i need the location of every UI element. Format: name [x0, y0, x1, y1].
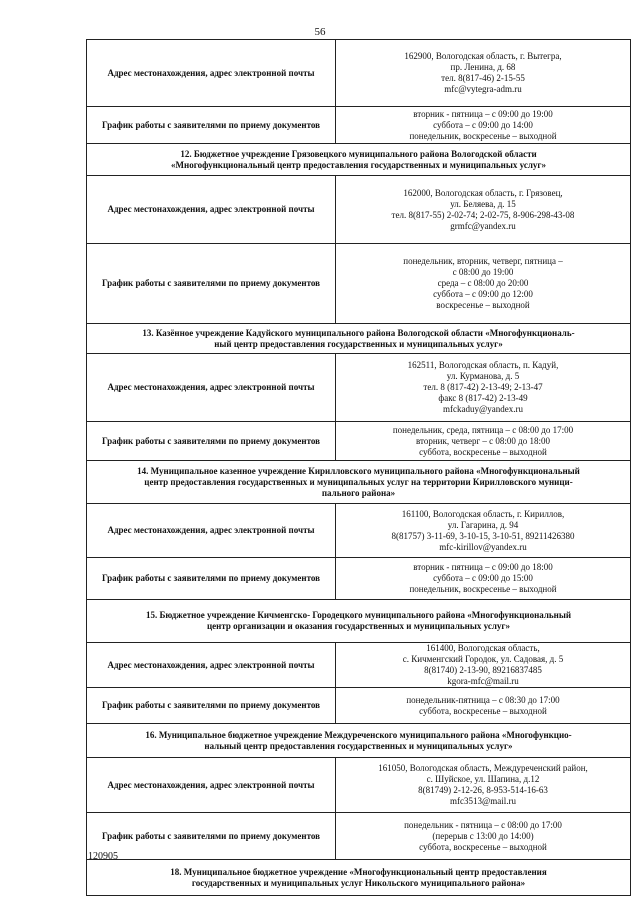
value-line: вторник - пятница – с 09:00 до 18:00	[413, 562, 553, 572]
section-header-row	[87, 461, 631, 504]
row-label: Адрес местонахождения, адрес электронной почты	[87, 758, 336, 813]
value-line: ул. Беляева, д. 15	[450, 198, 516, 209]
value-line: 162511, Вологодская область, п. Кадуй,	[407, 360, 559, 370]
table-row	[87, 758, 631, 813]
table-body	[87, 40, 631, 896]
value-line: с 08:00 до 19:00	[452, 267, 514, 277]
row-value	[336, 688, 631, 724]
row-label: График работы с заявителями по приему документов	[87, 422, 336, 461]
table-row	[87, 107, 631, 144]
section-title	[87, 600, 631, 643]
table-row	[87, 643, 631, 688]
row-value	[336, 107, 631, 144]
value-line: 8(81757) 3-11-69, 3-10-15, 3-10-51, 89211426380	[391, 530, 575, 541]
page-number: 56	[314, 26, 326, 38]
value-line: 162000, Вологодская область, г. Грязовец,	[403, 187, 563, 198]
value-line: тел. 8(817-55) 2-02-74; 2-02-75, 8-906-298-43-08	[391, 209, 575, 220]
row-value	[336, 758, 631, 813]
value-line: (перерыв с 13:00 до 14:00)	[432, 830, 534, 841]
section-title-line: 14. Муниципальное казенное учреждение Кирилловского муниципального района «Многофункциональный	[137, 465, 580, 476]
row-label: Адрес местонахождения, адрес электронной почты	[87, 643, 336, 688]
value-line: ул. Курманова, д. 5	[446, 371, 520, 381]
table-row	[87, 558, 631, 600]
table-row	[87, 504, 631, 558]
value-line: grmfc@yandex.ru	[450, 220, 516, 231]
section-header-row	[87, 600, 631, 643]
value-line: понедельник, воскресенье – выходной	[409, 130, 557, 141]
section-header-row	[87, 144, 631, 176]
table-row	[87, 422, 631, 461]
row-label: Адрес местонахождения, адрес электронной почты	[87, 176, 336, 244]
value-line: понедельник, вторник, четверг, пятница –	[403, 256, 563, 266]
section-title-line: 15. Бюджетное учреждение Кичменгско- Городецкого муниципального района «Многофункциональный	[145, 610, 572, 620]
section-title-line: 12. Бюджетное учреждение Грязовецкого муниципального района Вологодской области	[180, 148, 537, 159]
value-line: mfckaduy@yandex.ru	[442, 404, 523, 414]
value-line: суббота – с 09:00 до 12:00	[433, 289, 533, 299]
value-line: среда – с 08:00 до 20:00	[437, 278, 529, 288]
section-title-line: ный центр предоставления государственных и муниципальных услуг»	[214, 338, 503, 349]
value-line: тел. 8(817-46) 2-15-55	[441, 73, 525, 83]
section-title	[87, 324, 631, 354]
value-line: понедельник - пятница – с 08:00 до 17:00	[404, 819, 562, 830]
table-row	[87, 813, 631, 860]
section-title-line: нальный центр предоставления государственных и муниципальных услуг»	[204, 740, 513, 751]
value-line: суббота, воскресенье – выходной	[419, 446, 547, 457]
row-value	[336, 422, 631, 461]
document-code: 120905	[88, 851, 118, 862]
section-title	[87, 724, 631, 758]
row-value	[336, 40, 631, 107]
section-header-row	[87, 724, 631, 758]
row-label: Адрес местонахождения, адрес электронной почты	[87, 354, 336, 422]
section-title	[87, 144, 631, 176]
row-label: График работы с заявителями по приему документов	[87, 244, 336, 324]
section-header-row	[87, 324, 631, 354]
table-row	[87, 354, 631, 422]
value-line: 161050, Вологодская область, Междуреченский район,	[378, 763, 588, 773]
section-title	[87, 860, 631, 896]
value-line: 161100, Вологодская область, г. Кириллов,	[401, 508, 565, 519]
value-line: воскресенье – выходной	[436, 300, 530, 310]
section-title-line: 16. Муниципальное бюджетное учреждение Междуреченского муниципального района «Многофункцио-	[145, 729, 572, 740]
section-header-row	[87, 860, 631, 896]
value-line: вторник - пятница – с 09:00 до 19:00	[413, 108, 553, 119]
row-label: Адрес местонахождения, адрес электронной почты	[87, 504, 336, 558]
value-line: факс 8 (817-42) 2-13-49	[438, 393, 528, 403]
row-label: График работы с заявителями по приему документов	[87, 813, 336, 860]
row-value	[336, 354, 631, 422]
value-line: mfc@vytegra-adm.ru	[444, 84, 522, 94]
value-line: тел. 8 (817-42) 2-13-49; 2-13-47	[423, 382, 543, 392]
section-title-line: 18. Муниципальное бюджетное учреждение «Многофункциональный центр предоставления	[170, 866, 547, 877]
value-line: понедельник, воскресенье – выходной	[409, 584, 557, 594]
value-line: понедельник-пятница – с 08:30 до 17:00	[406, 694, 560, 705]
table-row	[87, 176, 631, 244]
value-line: 161400, Вологодская область,	[426, 643, 540, 653]
value-line: 8(81740) 2-13-90, 89216837485	[424, 665, 542, 675]
value-line: суббота, воскресенье – выходной	[419, 841, 547, 852]
value-line: с. Кичменгский Городок, ул. Садовая, д. 5	[402, 654, 564, 664]
row-value	[336, 176, 631, 244]
row-value	[336, 244, 631, 324]
value-line: mfc-kirillov@yandex.ru	[439, 541, 527, 552]
value-line: вторник, четверг – с 08:00 до 18:00	[415, 435, 550, 446]
value-line: ул. Гагарина, д. 94	[447, 519, 519, 530]
table-row	[87, 40, 631, 107]
row-value	[336, 504, 631, 558]
value-line: с. Шуйское, ул. Шапина, д.12	[426, 774, 540, 784]
value-line: mfc3513@mail.ru	[449, 796, 517, 806]
section-title-line: центр предоставления государственных и муниципальных услуг на территории Кирилловского муници-	[144, 476, 573, 487]
value-line: понедельник, среда, пятница – с 08:00 до 17:00	[392, 424, 574, 435]
value-line: суббота – с 09:00 до 14:00	[433, 119, 533, 130]
row-label: График работы с заявителями по приему документов	[87, 107, 336, 144]
row-label: График работы с заявителями по приему документов	[87, 558, 336, 600]
row-value	[336, 558, 631, 600]
value-line: пр. Ленина, д. 68	[450, 62, 516, 72]
value-line: 162900, Вологодская область, г. Вытегра,	[404, 51, 562, 61]
row-label: Адрес местонахождения, адрес электронной почты	[87, 40, 336, 107]
value-line: суббота, воскресенье – выходной	[419, 705, 547, 716]
value-line: 8(81749) 2-12-26, 8-953-514-16-63	[418, 785, 548, 795]
section-title-line: 13. Казённое учреждение Кадуйского муниципального района Вологодской области «Многофункциональ-	[142, 327, 575, 338]
section-title-line: «Многофункциональный центр предоставления государственных и муниципальных услуг»	[171, 159, 546, 170]
table-row	[87, 688, 631, 724]
table-row	[87, 244, 631, 324]
section-title-line: государственных и муниципальных услуг Никольского муниципального района»	[191, 877, 526, 888]
section-title-line: центр организации и оказания государственных и муниципальных услуг»	[207, 621, 510, 631]
row-value	[336, 643, 631, 688]
value-line: kgora-mfc@mail.ru	[447, 676, 519, 686]
row-value	[336, 813, 631, 860]
section-title	[87, 461, 631, 504]
mfc-directory-table	[86, 39, 631, 896]
row-label: График работы с заявителями по приему документов	[87, 688, 336, 724]
value-line: суббота – с 09:00 до 15:00	[433, 573, 533, 583]
section-title-line: пального района»	[321, 487, 396, 498]
